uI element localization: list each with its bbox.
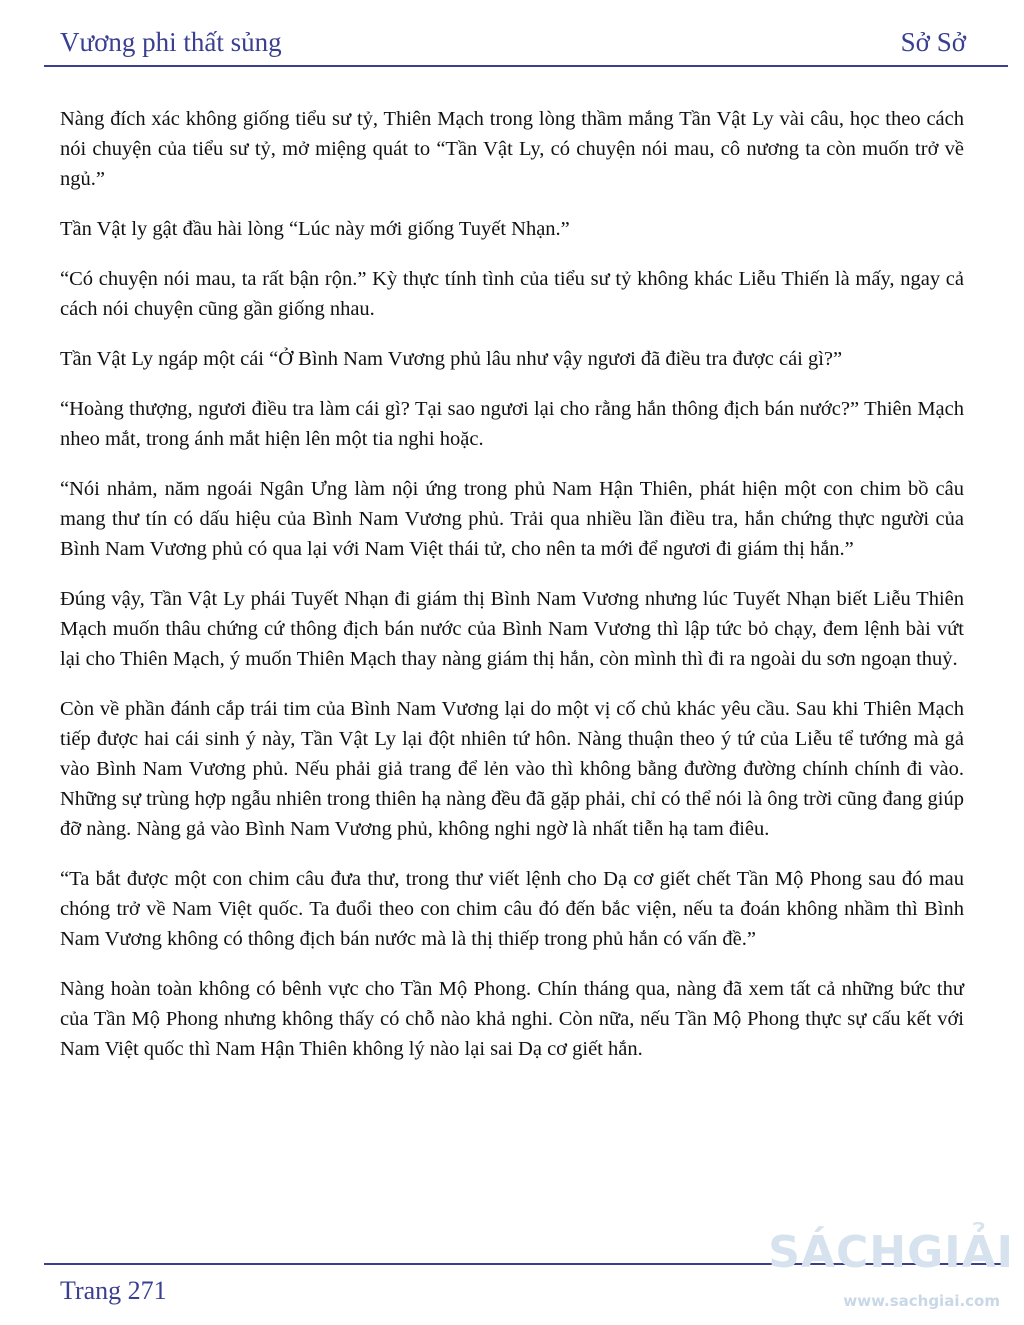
page-number: Trang 271 <box>60 1276 167 1305</box>
paragraph: Đúng vậy, Tần Vật Ly phái Tuyết Nhạn đi giám thị Bình Nam Vương nhưng lúc Tuyết Nhạn biết Liễu Thiên Mạch muốn thâu chứng cứ thông địch bán nước của Bình Nam Vương thì lập tức bỏ chạy, đem lệnh bài vứt lại cho Thiên Mạch, ý muốn Thiên Mạch thay nàng giám thị hắn, còn mình thì đi ra ngoài du sơn ngoạn thuỷ. <box>60 588 964 670</box>
paragraph: “Hoàng thượng, ngươi điều tra làm cái gì? Tại sao ngươi lại cho rằng hắn thông địch bán nước?” Thiên Mạch nheo mắt, trong ánh mắt hiện lên một tia nghi hoặc. <box>60 398 964 450</box>
author-name: Sở Sở <box>900 27 966 57</box>
paragraph: Tần Vật ly gật đầu hài lòng “Lúc này mới giống Tuyết Nhạn.” <box>60 218 570 240</box>
book-title: Vương phi thất sủng <box>60 27 282 57</box>
watermark-url: www.sachgiai.com <box>843 1292 1000 1310</box>
watermark <box>768 1226 1016 1316</box>
paragraph: “Có chuyện nói mau, ta rất bận rộn.” Kỳ thực tính tình của tiểu sư tỷ không khác Liễu Thiến là mấy, ngay cả cách nói chuyện cũng gần giống nhau. <box>60 268 964 320</box>
paragraph: Nàng đích xác không giống tiểu sư tỷ, Thiên Mạch trong lòng thầm mắng Tần Vật Ly vài câu, học theo cách nói chuyện của tiểu sư tỷ, mở miệng quát to “Tần Vật Ly, có chuyện nói mau, cô nương ta còn muốn trở về ngủ.” <box>60 108 964 190</box>
page-body <box>60 104 964 1084</box>
paragraph: Còn về phần đánh cắp trái tim của Bình Nam Vương lại do một vị cố chủ khác yêu cầu. Sau khi Thiên Mạch tiếp được hai cái sinh ý này, Tần Vật Ly lại đột nhiên tứ hôn. Nàng thuận theo ý tứ của Liễu tể tướng mà gả vào Bình Nam Vương phủ. Nếu phải giả trang để lẻn vào thì không bằng đường đường chính chính đi vào. Những sự trùng hợp ngẫu nhiên trong thiên hạ nàng đều đã gặp phải, chỉ có thể nói là ông trời cũng đang giúp đỡ nàng. Nàng gả vào Bình Nam Vương phủ, không nghi ngờ là nhất tiễn hạ tam điêu. <box>60 698 964 840</box>
paragraph: Tần Vật Ly ngáp một cái “Ở Bình Nam Vương phủ lâu như vậy ngươi đã điều tra được cái gì?” <box>60 348 843 370</box>
paragraph: Nàng hoàn toàn không có bênh vực cho Tần Mộ Phong. Chín tháng qua, nàng đã xem tất cả những bức thư của Tần Mộ Phong nhưng không thấy có chỗ nào khả nghi. Còn nữa, nếu Tần Mộ Phong thực sự cấu kết với Nam Việt quốc thì Nam Hận Thiên không lý nào lại sai Dạ cơ giết hắn. <box>60 978 964 1060</box>
paragraph: “Ta bắt được một con chim câu đưa thư, trong thư viết lệnh cho Dạ cơ giết chết Tần Mộ Phong sau đó mau chóng trở về Nam Việt quốc. Ta đuổi theo con chim câu đó đến bắc viện, nếu ta đoán không nhầm thì Bình Nam Vương không có thông địch bán nước mà là thị thiếp trong phủ hắn có vấn đề.” <box>60 868 964 950</box>
paragraph: “Nói nhảm, năm ngoái Ngân Ưng làm nội ứng trong phủ Nam Hận Thiên, phát hiện một con chim bồ câu mang thư tín có dấu hiệu của Bình Nam Vương phủ. Trải qua nhiều lần điều tra, hắn chứng thực người của Bình Nam Vương phủ có qua lại với Nam Việt thái tử, cho nên ta mới để ngươi đi giám thị hắn.” <box>60 478 964 560</box>
header-divider <box>44 65 1008 67</box>
watermark-logo: SÁCHGIẢI <box>768 1227 1014 1278</box>
